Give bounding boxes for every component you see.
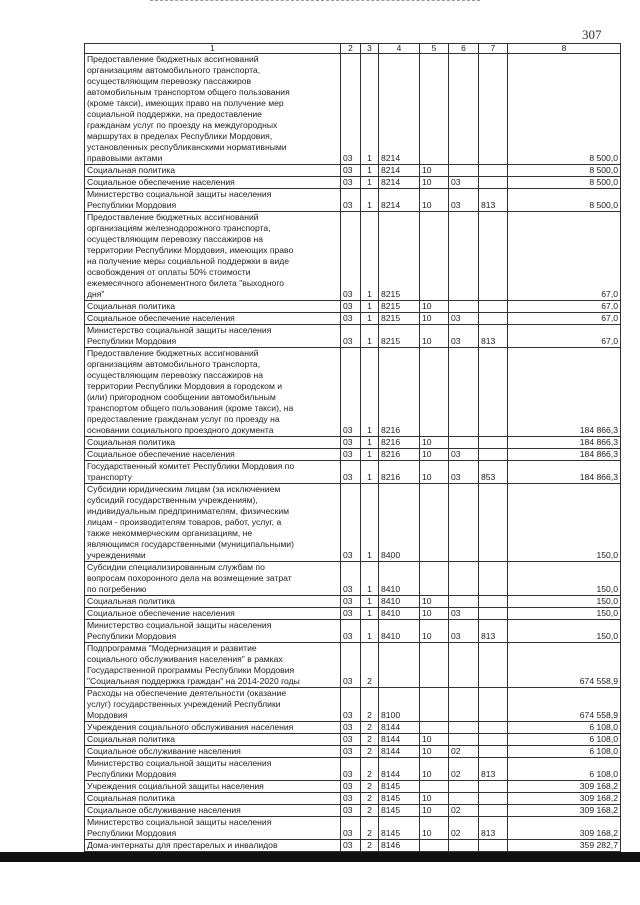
- row-chapter: 10: [420, 437, 449, 449]
- row-description: Социальная политика: [85, 734, 341, 746]
- table-row: [85, 793, 621, 805]
- row-chapter: 10: [420, 189, 449, 212]
- row-section-code: 03: [341, 437, 361, 449]
- row-chapter: 10: [420, 449, 449, 461]
- row-ministry-code: [479, 688, 508, 722]
- row-amount: 674 558,9: [508, 643, 621, 688]
- row-ministry-code: [479, 722, 508, 734]
- row-section-code: 03: [341, 734, 361, 746]
- row-ministry-code: [479, 840, 508, 852]
- row-target-code: 8145: [379, 817, 420, 840]
- table-row: [85, 313, 621, 325]
- row-subprogram-code: 1: [361, 301, 379, 313]
- row-chapter: 10: [420, 301, 449, 313]
- table-row: [85, 177, 621, 189]
- row-subprogram-code: 1: [361, 212, 379, 301]
- row-ministry-code: [479, 734, 508, 746]
- row-subprogram-code: 1: [361, 189, 379, 212]
- row-subsection: [449, 688, 479, 722]
- table-row: [85, 348, 621, 437]
- row-description: Социальная политика: [85, 301, 341, 313]
- row-chapter: [420, 643, 449, 688]
- row-section-code: 03: [341, 805, 361, 817]
- row-target-code: 8100: [379, 688, 420, 722]
- row-description: Расходы на обеспечение деятельности (оказание услуг) государственных учреждений Республики Мордовия: [85, 688, 341, 722]
- row-subsection: [449, 54, 479, 165]
- row-section-code: 03: [341, 793, 361, 805]
- row-subsection: [449, 165, 479, 177]
- row-section-code: 03: [341, 722, 361, 734]
- row-chapter: 10: [420, 596, 449, 608]
- row-subsection: 03: [449, 608, 479, 620]
- table-row: [85, 643, 621, 688]
- row-target-code: 8145: [379, 805, 420, 817]
- page-number: 307: [582, 27, 602, 42]
- row-ministry-code: [479, 301, 508, 313]
- row-description: Дома-интернаты для престарелых и инвалидов: [85, 840, 341, 852]
- row-subprogram-code: 1: [361, 325, 379, 348]
- row-subprogram-code: 2: [361, 688, 379, 722]
- row-chapter: 10: [420, 608, 449, 620]
- row-ministry-code: [479, 746, 508, 758]
- row-target-code: 8214: [379, 177, 420, 189]
- row-amount: 184 866,3: [508, 449, 621, 461]
- row-ministry-code: 813: [479, 817, 508, 840]
- row-section-code: 03: [341, 212, 361, 301]
- row-description: Учреждения социальной защиты населения: [85, 781, 341, 793]
- row-subsection: [449, 840, 479, 852]
- row-amount: 6 108,0: [508, 746, 621, 758]
- row-section-code: 03: [341, 620, 361, 643]
- table-row: [85, 54, 621, 165]
- row-ministry-code: [479, 449, 508, 461]
- row-description: Предоставление бюджетных ассигнований организациям автомобильного транспорта, осуществляющим перевозку пассажиров автомобильным транспортом общего пользования (кроме такси), имеющих право на получение мер социальной поддержки, на предоставление гражданам услуг по проезду на междугородных маршрутах в пределах Республики Мордовия, установленных республиканскими нормативными правовыми актами: [85, 54, 341, 165]
- row-section-code: 03: [341, 189, 361, 212]
- row-subprogram-code: 1: [361, 449, 379, 461]
- row-description: Социальное обеспечение населения: [85, 608, 341, 620]
- row-target-code: 8410: [379, 608, 420, 620]
- row-target-code: 8400: [379, 484, 420, 562]
- row-subprogram-code: 1: [361, 484, 379, 562]
- row-amount: 8 500,0: [508, 177, 621, 189]
- row-target-code: 8216: [379, 348, 420, 437]
- row-amount: 150,0: [508, 484, 621, 562]
- row-description: Социальное обеспечение населения: [85, 177, 341, 189]
- row-subprogram-code: 1: [361, 177, 379, 189]
- row-description: Социальное обслуживание населения: [85, 746, 341, 758]
- row-chapter: 10: [420, 758, 449, 781]
- row-target-code: 8145: [379, 781, 420, 793]
- scan-bottom-band: [0, 852, 640, 862]
- row-chapter: 10: [420, 620, 449, 643]
- row-section-code: 03: [341, 608, 361, 620]
- row-subsection: [449, 793, 479, 805]
- row-chapter: [420, 212, 449, 301]
- row-amount: 8 500,0: [508, 189, 621, 212]
- row-chapter: 10: [420, 325, 449, 348]
- table-row: [85, 461, 621, 484]
- table-row: [85, 608, 621, 620]
- row-ministry-code: [479, 313, 508, 325]
- row-amount: 6 108,0: [508, 734, 621, 746]
- row-chapter: 10: [420, 793, 449, 805]
- row-amount: 150,0: [508, 562, 621, 596]
- row-section-code: 03: [341, 758, 361, 781]
- row-subprogram-code: 2: [361, 781, 379, 793]
- row-subsection: [449, 212, 479, 301]
- table-row: [85, 301, 621, 313]
- row-section-code: 03: [341, 840, 361, 852]
- row-subsection: 02: [449, 817, 479, 840]
- row-description: Социальное обеспечение населения: [85, 313, 341, 325]
- row-section-code: 03: [341, 817, 361, 840]
- row-amount: 184 866,3: [508, 461, 621, 484]
- row-amount: 184 866,3: [508, 348, 621, 437]
- row-section-code: 03: [341, 325, 361, 348]
- row-subsection: [449, 596, 479, 608]
- row-section-code: 03: [341, 484, 361, 562]
- row-description: Подпрограмма "Модернизация и развитие социального обслуживания населения" в рамках Государственной программы Республики Мордовия "Социальная поддержка граждан" на 2014-2020 годы: [85, 643, 341, 688]
- row-subsection: [449, 722, 479, 734]
- row-ministry-code: [479, 348, 508, 437]
- row-target-code: 8144: [379, 722, 420, 734]
- column-header-6: 6: [449, 44, 479, 54]
- row-ministry-code: [479, 177, 508, 189]
- row-chapter: 10: [420, 177, 449, 189]
- row-section-code: 03: [341, 177, 361, 189]
- row-chapter: 10: [420, 461, 449, 484]
- row-ministry-code: [479, 212, 508, 301]
- row-section-code: 03: [341, 562, 361, 596]
- row-ministry-code: [479, 608, 508, 620]
- row-chapter: [420, 54, 449, 165]
- row-subsection: 03: [449, 325, 479, 348]
- row-amount: 309 168,2: [508, 805, 621, 817]
- row-description: Социальное обеспечение населения: [85, 449, 341, 461]
- table-row: [85, 212, 621, 301]
- row-ministry-code: 853: [479, 461, 508, 484]
- table-row: [85, 688, 621, 722]
- row-chapter: 10: [420, 734, 449, 746]
- row-subsection: [449, 301, 479, 313]
- row-subprogram-code: 2: [361, 758, 379, 781]
- row-subprogram-code: 1: [361, 461, 379, 484]
- scan-edge-marks: [150, 0, 480, 3]
- budget-table: [84, 43, 621, 852]
- row-subprogram-code: 2: [361, 746, 379, 758]
- row-section-code: 03: [341, 461, 361, 484]
- row-description: Социальная политика: [85, 437, 341, 449]
- row-subsection: 03: [449, 449, 479, 461]
- row-ministry-code: 813: [479, 620, 508, 643]
- row-target-code: 8215: [379, 325, 420, 348]
- row-subprogram-code: 2: [361, 734, 379, 746]
- row-subsection: 02: [449, 758, 479, 781]
- column-header-2: 2: [341, 44, 361, 54]
- row-ministry-code: [479, 596, 508, 608]
- table-row: [85, 165, 621, 177]
- row-subprogram-code: 1: [361, 608, 379, 620]
- row-ministry-code: 813: [479, 325, 508, 348]
- row-subprogram-code: 2: [361, 643, 379, 688]
- table-header-row: [85, 44, 621, 54]
- row-chapter: [420, 484, 449, 562]
- table-row: [85, 758, 621, 781]
- row-amount: 67,0: [508, 325, 621, 348]
- table-row: [85, 596, 621, 608]
- row-target-code: 8215: [379, 301, 420, 313]
- row-chapter: 10: [420, 313, 449, 325]
- row-subsection: 03: [449, 313, 479, 325]
- row-section-code: 03: [341, 54, 361, 165]
- row-amount: 6 108,0: [508, 758, 621, 781]
- row-amount: 150,0: [508, 620, 621, 643]
- table-row: [85, 722, 621, 734]
- row-subsection: 03: [449, 177, 479, 189]
- row-section-code: 03: [341, 746, 361, 758]
- row-amount: 150,0: [508, 596, 621, 608]
- row-target-code: 8216: [379, 437, 420, 449]
- row-subsection: [449, 348, 479, 437]
- table-row: [85, 189, 621, 212]
- row-target-code: 8216: [379, 461, 420, 484]
- row-subprogram-code: 1: [361, 54, 379, 165]
- row-amount: 8 500,0: [508, 165, 621, 177]
- row-subsection: [449, 734, 479, 746]
- row-target-code: 8145: [379, 793, 420, 805]
- row-subsection: 03: [449, 461, 479, 484]
- table-row: [85, 734, 621, 746]
- column-header-5: 5: [420, 44, 449, 54]
- row-subprogram-code: 2: [361, 840, 379, 852]
- column-header-3: 3: [361, 44, 379, 54]
- row-ministry-code: 813: [479, 758, 508, 781]
- table-row: [85, 449, 621, 461]
- row-chapter: [420, 781, 449, 793]
- row-description: Государственный комитет Республики Мордовия по транспорту: [85, 461, 341, 484]
- row-amount: 309 168,2: [508, 793, 621, 805]
- row-ministry-code: [479, 484, 508, 562]
- row-target-code: 8410: [379, 596, 420, 608]
- row-section-code: 03: [341, 596, 361, 608]
- row-subsection: 02: [449, 746, 479, 758]
- row-amount: 8 500,0: [508, 54, 621, 165]
- table-row: [85, 325, 621, 348]
- row-subsection: [449, 484, 479, 562]
- row-ministry-code: 813: [479, 189, 508, 212]
- row-ministry-code: [479, 805, 508, 817]
- row-target-code: 8215: [379, 313, 420, 325]
- row-ministry-code: [479, 643, 508, 688]
- row-target-code: 8144: [379, 758, 420, 781]
- row-chapter: [420, 562, 449, 596]
- row-description: Социальное обслуживание населения: [85, 805, 341, 817]
- row-description: Министерство социальной защиты населения Республики Мордовия: [85, 620, 341, 643]
- row-description: Социальная политика: [85, 165, 341, 177]
- row-target-code: 8144: [379, 734, 420, 746]
- row-amount: 359 282,7: [508, 840, 621, 852]
- row-description: Учреждения социального обслуживания населения: [85, 722, 341, 734]
- row-chapter: 10: [420, 165, 449, 177]
- row-amount: 6 108,0: [508, 722, 621, 734]
- row-description: Министерство социальной защиты населения Республики Мордовия: [85, 325, 341, 348]
- row-ministry-code: [479, 54, 508, 165]
- row-amount: 309 168,2: [508, 781, 621, 793]
- row-amount: 309 168,2: [508, 817, 621, 840]
- table-row: [85, 840, 621, 852]
- row-section-code: 03: [341, 643, 361, 688]
- table-row: [85, 805, 621, 817]
- row-description: Предоставление бюджетных ассигнований организациям железнодорожного транспорта, осуществляющим перевозку пассажиров на территории Республики Мордовия, имеющих право на получение меры социальной поддержки в виде освобождения от оплаты 50% стоимости ежемесячного абонементного билета "выходного дня": [85, 212, 341, 301]
- row-target-code: 8214: [379, 165, 420, 177]
- row-target-code: 8410: [379, 620, 420, 643]
- row-chapter: 10: [420, 817, 449, 840]
- row-target-code: 8215: [379, 212, 420, 301]
- row-subsection: [449, 562, 479, 596]
- row-description: Министерство социальной защиты населения Республики Мордовия: [85, 189, 341, 212]
- table-row: [85, 437, 621, 449]
- row-chapter: 10: [420, 746, 449, 758]
- row-target-code: 8214: [379, 189, 420, 212]
- row-subprogram-code: 1: [361, 562, 379, 596]
- row-amount: 674 558,9: [508, 688, 621, 722]
- row-subprogram-code: 1: [361, 620, 379, 643]
- row-subprogram-code: 2: [361, 805, 379, 817]
- row-section-code: 03: [341, 313, 361, 325]
- row-section-code: 03: [341, 781, 361, 793]
- row-subprogram-code: 1: [361, 165, 379, 177]
- row-subsection: 03: [449, 620, 479, 643]
- row-subprogram-code: 1: [361, 596, 379, 608]
- row-subsection: [449, 437, 479, 449]
- row-ministry-code: [479, 165, 508, 177]
- row-ministry-code: [479, 562, 508, 596]
- column-header-8: 8: [508, 44, 621, 54]
- row-subsection: [449, 781, 479, 793]
- row-target-code: 8146: [379, 840, 420, 852]
- column-header-1: 1: [85, 44, 341, 54]
- row-target-code: 8216: [379, 449, 420, 461]
- row-subprogram-code: 1: [361, 313, 379, 325]
- row-description: Субсидии специализированным службам по вопросам похоронного дела на возмещение затрат по погребению: [85, 562, 341, 596]
- row-target-code: 8214: [379, 54, 420, 165]
- row-amount: 184 866,3: [508, 437, 621, 449]
- table-row: [85, 781, 621, 793]
- row-subsection: 02: [449, 805, 479, 817]
- row-subprogram-code: 1: [361, 437, 379, 449]
- row-chapter: [420, 688, 449, 722]
- row-chapter: 10: [420, 805, 449, 817]
- row-ministry-code: [479, 437, 508, 449]
- row-ministry-code: [479, 781, 508, 793]
- row-subprogram-code: 2: [361, 817, 379, 840]
- row-amount: 150,0: [508, 608, 621, 620]
- row-target-code: 8410: [379, 562, 420, 596]
- row-section-code: 03: [341, 449, 361, 461]
- table-row: [85, 620, 621, 643]
- row-target-code: [379, 643, 420, 688]
- row-subsection: [449, 643, 479, 688]
- row-subsection: 03: [449, 189, 479, 212]
- row-ministry-code: [479, 793, 508, 805]
- row-chapter: [420, 348, 449, 437]
- row-section-code: 03: [341, 688, 361, 722]
- row-subprogram-code: 2: [361, 722, 379, 734]
- column-header-4: 4: [379, 44, 420, 54]
- row-chapter: [420, 722, 449, 734]
- table-row: [85, 484, 621, 562]
- row-description: Предоставление бюджетных ассигнований организациям автомобильного транспорта, осуществляющим перевозку пассажиров на территории Республики Мордовия в городском и (или) пригородном сообщении автомобильным транспортом общего пользования (кроме такси), на предоставление гражданам услуг по проезду на основании социального проездного документа: [85, 348, 341, 437]
- table-row: [85, 562, 621, 596]
- row-description: Социальная политика: [85, 793, 341, 805]
- column-header-7: 7: [479, 44, 508, 54]
- row-target-code: 8144: [379, 746, 420, 758]
- table-row: [85, 817, 621, 840]
- row-subprogram-code: 1: [361, 348, 379, 437]
- row-subprogram-code: 2: [361, 793, 379, 805]
- row-chapter: [420, 840, 449, 852]
- row-amount: 67,0: [508, 301, 621, 313]
- row-description: Министерство социальной защиты населения Республики Мордовия: [85, 758, 341, 781]
- row-amount: 67,0: [508, 212, 621, 301]
- row-section-code: 03: [341, 348, 361, 437]
- row-section-code: 03: [341, 301, 361, 313]
- row-amount: 67,0: [508, 313, 621, 325]
- row-section-code: 03: [341, 165, 361, 177]
- row-description: Министерство социальной защиты населения Республики Мордовия: [85, 817, 341, 840]
- row-description: Социальная политика: [85, 596, 341, 608]
- table-row: [85, 746, 621, 758]
- row-description: Субсидии юридическим лицам (за исключением субсидий государственным учреждениям), индивидуальным предпринимателям, физическим лицам - производителям товаров, работ, услуг, а также некоммерческим организациям, не являющимся государственными (муниципальными) учреждениями: [85, 484, 341, 562]
